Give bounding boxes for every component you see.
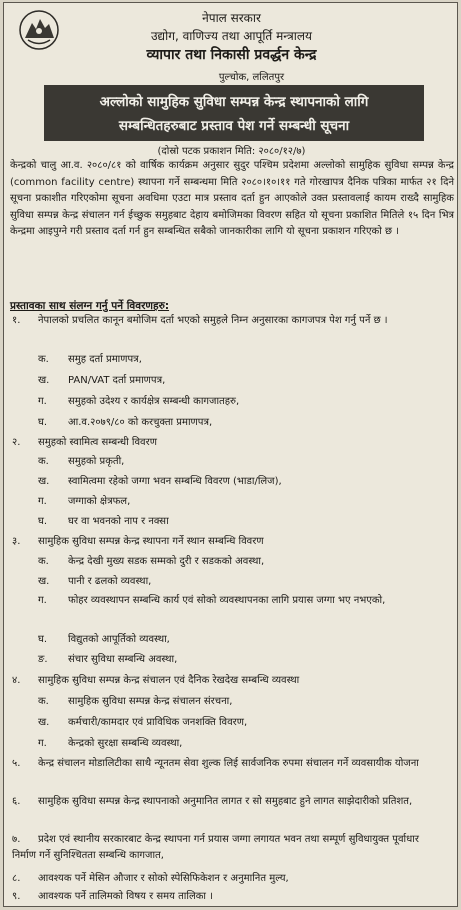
header-location: पुल्चोक, ललितपुर bbox=[218, 72, 285, 83]
item-text: नेपालको प्रचलित कानून बमोजिम दर्ता भएको समुहले निम्न अनुसारका कागजपत्र पेश गर्नु पर्ने छ । bbox=[38, 315, 388, 326]
notice-paper bbox=[3, 2, 458, 907]
header-ministry: उद्योग, वाणिज्य तथा आपूर्ति मन्त्रालय bbox=[150, 29, 312, 43]
sub-item-3e: ङ. संचार सुविधा सम्बन्धि अवस्था, bbox=[38, 654, 178, 665]
sub-item-1b: ख. PAN/VAT दर्ता प्रमाणपत्र, bbox=[38, 375, 166, 386]
notice-title-line-2: सम्बन्धितहरुबाट प्रस्ताव पेश गर्ने सम्बन्धी सूचना bbox=[118, 118, 350, 134]
sub-item-2a: क. समुहको प्रकृती, bbox=[38, 456, 125, 467]
sub-item-2c: ग. जग्गाको क्षेत्रफल, bbox=[38, 496, 131, 507]
list-item-7: ७. प्रदेश एवं स्थानीय सरकारबाट केन्द्र स्थापना गर्न प्रयास जग्गा लगायत भवन तथा सम्पूर्ण सुविधायुक्त पूर्वाधार निर्माण गर्ने सुनिश्चितता सम्बन्धि कागजात, bbox=[12, 834, 419, 861]
sub-item-2d: घ. घर वा भवनको नाप र नक्सा bbox=[38, 516, 169, 527]
notice-title-banner bbox=[44, 85, 424, 141]
header-office: व्यापार तथा निकासी प्रवर्द्धन केन्द्र bbox=[146, 47, 317, 63]
sub-item-1d: घ. आ.व.२०७९/८० को करचुक्ता प्रमाणपत्र, bbox=[38, 417, 213, 428]
sub-item-3d: घ. विद्युतको आपूर्तिको व्यवस्था, bbox=[38, 634, 170, 645]
header-government: नेपाल सरकार bbox=[202, 11, 261, 25]
sub-item-4a: क. सामुहिक सुविधा सम्पन्न केन्द्र संचालन संरचना, bbox=[38, 696, 233, 707]
list-item-8: ८. आवश्यक पर्ने मेसिन औजार र सोको स्पेसिफिकेशन र अनुमानित मुल्य, bbox=[12, 873, 289, 884]
list-item-6: ६. सामुहिक सुविधा सम्पन्न केन्द्र स्थापनाको अनुमानित लागत र सो समुहबाट हुने लागत साझेदारीको प्रतिशत, bbox=[12, 796, 413, 807]
sub-item-2b: ख. स्वामित्वमा रहेको जग्गा भवन सम्बन्धि विवरण (भाडा/लिज), bbox=[38, 476, 282, 487]
notice-title-line-1: अल्लोको सामुहिक सुविधा सम्पन्न केन्द्र स्थापनाको लागि bbox=[99, 94, 369, 110]
list-item-9: ९. आवश्यक पर्ने तालिमको विषय र समय तालिका । bbox=[12, 891, 213, 902]
item-number: १. bbox=[12, 315, 21, 326]
sub-item-3a: क. केन्द्र देखी मुख्य सडक सम्मको दुरी र सडकको अवस्था, bbox=[38, 556, 265, 567]
sub-item-3b: ख. पानी र ढलको व्यवस्था, bbox=[38, 576, 152, 587]
sub-item-4c: ग. केन्द्रको सुरक्षा सम्बन्धि व्यवस्था, bbox=[38, 738, 183, 749]
sub-item-3c: ग. फोहर व्यवस्थापन सम्बन्धि कार्य एवं सोको व्यवस्थापनका लागि प्रयास जग्गा भए नभएको, bbox=[38, 595, 386, 606]
list-item-3: ३. सामुहिक सुविधा सम्पन्न केन्द्र स्थापना गर्ने स्थान सम्बन्धि विवरण bbox=[12, 536, 264, 547]
publication-date: (दोस्रो पटक प्रकाशन मिति: २०८०/१२/७) bbox=[157, 146, 306, 157]
list-item-1 bbox=[12, 313, 432, 329]
sub-item-4b: ख. कर्मचारी/कामदार एवं प्राविधिक जनशक्ति विवरण, bbox=[38, 717, 248, 728]
sub-item-1a: क. समुह दर्ता प्रमाणपत्र, bbox=[38, 354, 142, 365]
list-item-4: ४. सामुहिक सुविधा सम्पन्न केन्द्र संचालन एवं दैनिक रेखदेख सम्बन्धि व्यवस्था bbox=[12, 675, 300, 686]
attachments-heading: प्रस्तावका साथ संलग्न गर्नु पर्ने विवरणहरु: bbox=[10, 300, 170, 312]
list-item-5: ५. केन्द्र संचालन मोडालिटीका साथै न्यूनतम सेवा शुल्क लिई सार्वजनिक रुपमा संचालन गर्ने व्यवसायीक योजना bbox=[12, 758, 419, 769]
list-item-2: २. समुहको स्वामित्व सम्बन्धी विवरण bbox=[12, 437, 157, 448]
intro-paragraph: केन्द्रको चालु आ.व. २०८०/८१ को वार्षिक कार्यक्रम अनुसार सुदुर पश्चिम प्रदेशमा अल्लोको सामुहिक सुविधा सम्पन्न केन्द्र (common facility centre) स्थापना गर्ने सम्बन्धमा मिति २०८०।१०।११ गते गोरखापत्र दैनिक पत्रिका मार्फत २१ दिने सूचना प्रकाशीत गरिएकोमा सूचना अवधिमा एउटा मात्र प्रस्ताव दर्ता हुन आएकोले उक्त प्रस्तावलाई कायम राख्दै सामुहिक सुविधा सम्पन्न केन्द्र संचालन गर्न ईच्छुक समुहबाट देहाय बमोजिमका विवरण सहित यो सूचना प्रकाशित मितिले १५ दिन भित्र केन्द्रमा आइपुग्ने गरी प्रस्ताव दर्ता गर्न हुन सम्बन्धित सबैको जानकारीका लागि यो सूचना प्रकाशन गरिएको छ । bbox=[10, 160, 454, 238]
sub-item-1c: ग. समुहको उदेश्य र कार्यक्षेत्र सम्बन्धी कागजातहरु, bbox=[38, 396, 240, 407]
